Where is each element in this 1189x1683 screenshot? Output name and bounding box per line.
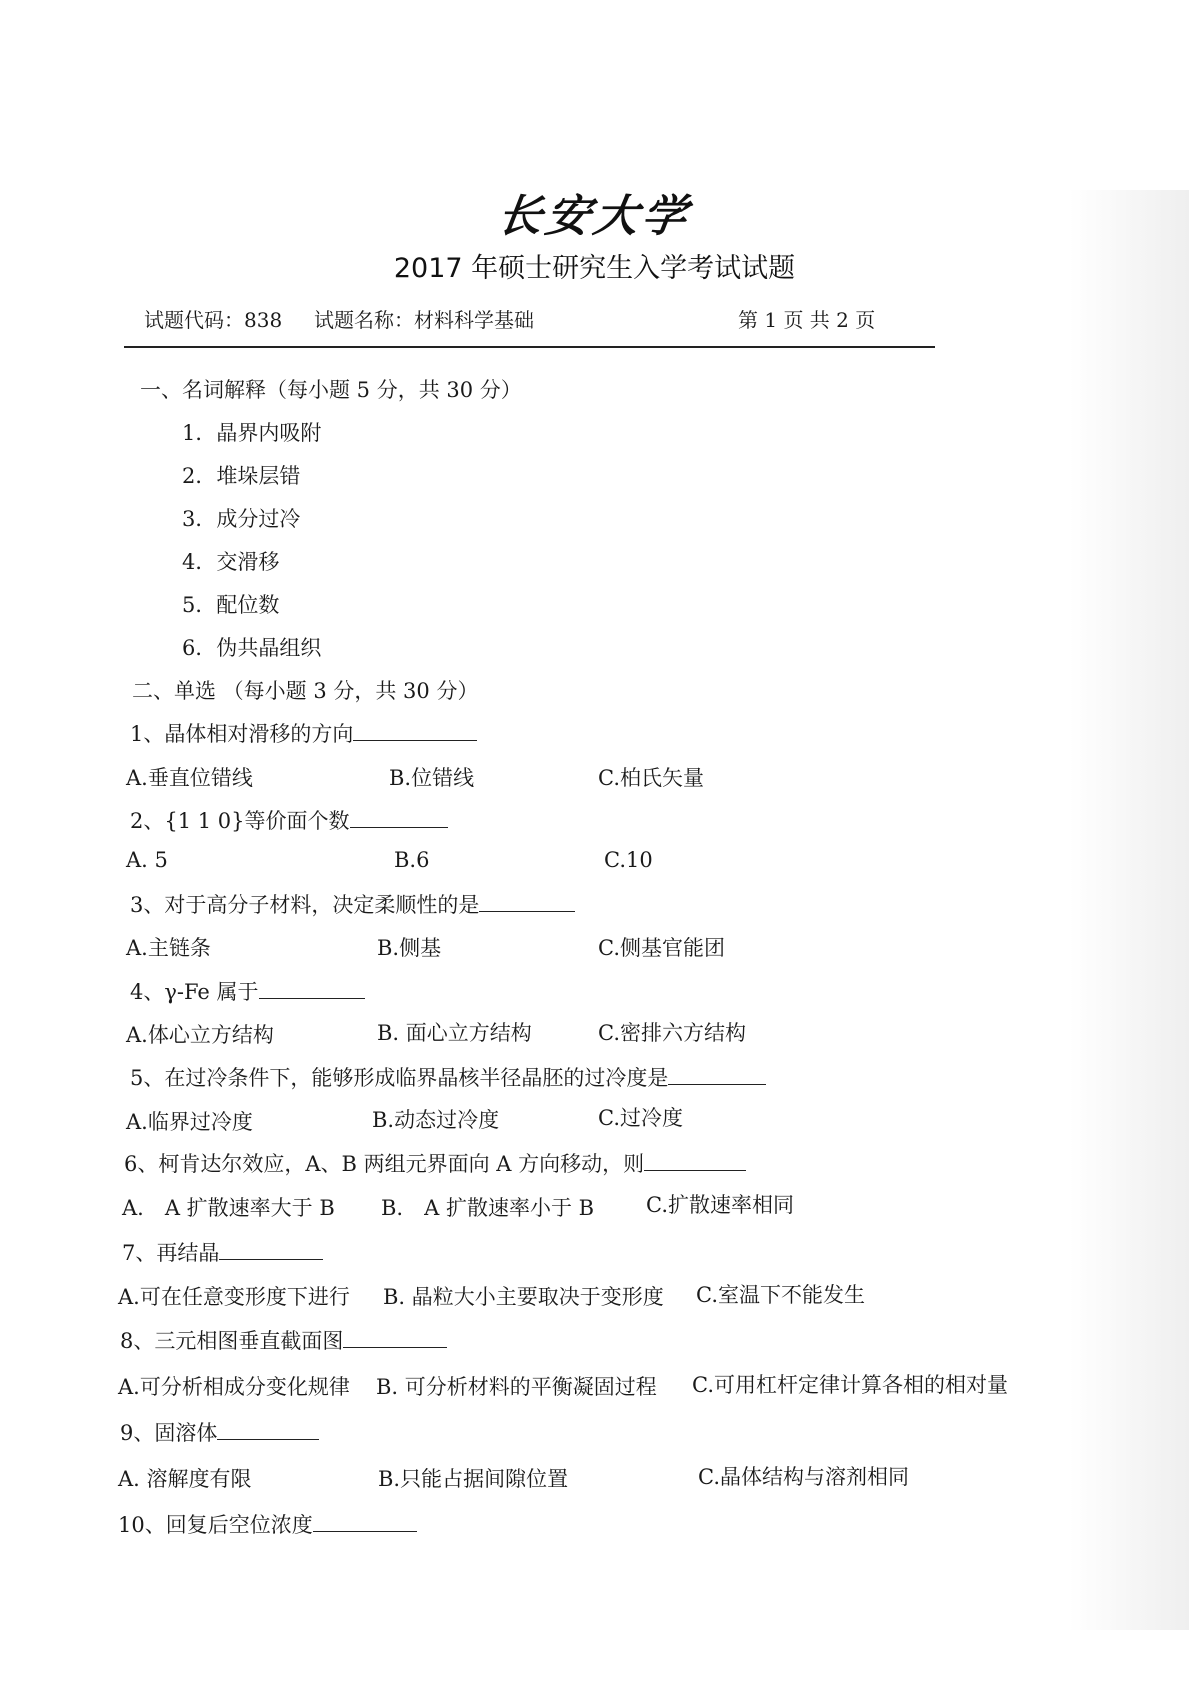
option-a: A. 溶解度有限 [118, 1467, 252, 1491]
option-b: B. 晶粒大小主要取决于变形度 [383, 1285, 664, 1309]
exam-subject: 试题名称：材料科学基础 [314, 308, 534, 332]
option-c: C.室温下不能发生 [696, 1283, 865, 1307]
question-stem: 3、对于高分子材料，决定柔顺性的是 [130, 889, 575, 919]
exam-title: 2017 年硕士研究生入学考试试题 [393, 253, 796, 284]
option-c: C.侧基官能团 [598, 936, 725, 960]
answer-blank [217, 1421, 319, 1440]
option-a: A.主链条 [126, 936, 211, 960]
question-stem: 4、γ-Fe 属于 [130, 976, 365, 1006]
question-stem: 7、再结晶 [122, 1237, 323, 1267]
answer-blank [668, 1066, 766, 1085]
term-item: 1．晶界内吸附 [182, 421, 322, 445]
answer-blank [350, 809, 448, 828]
term-item: 5．配位数 [182, 593, 280, 617]
question-stem: 5、在过冷条件下，能够形成临界晶核半径晶胚的过冷度是 [130, 1062, 766, 1092]
answer-blank [479, 893, 575, 912]
answer-blank [219, 1241, 323, 1260]
exam-code: 试题代码：838 [144, 308, 283, 332]
option-c: C.柏氏矢量 [598, 766, 704, 790]
question-stem: 6、柯肯达尔效应，A、B 两组元界面向 A 方向移动，则 [124, 1148, 746, 1178]
answer-blank [259, 980, 365, 999]
option-b: B. 面心立方结构 [377, 1021, 532, 1045]
answer-blank [644, 1152, 746, 1171]
option-b: B.位错线 [389, 766, 475, 790]
option-a: A. 5 [126, 848, 168, 872]
page-info: 第 1 页 共 2 页 [738, 308, 876, 332]
option-c: C.过冷度 [598, 1106, 683, 1130]
option-c: C.晶体结构与溶剂相同 [698, 1465, 909, 1489]
option-a: A. A 扩散速率大于 B [122, 1196, 335, 1220]
question-stem: 8、三元相图垂直截面图 [120, 1325, 447, 1355]
option-c: C.扩散速率相同 [646, 1193, 794, 1217]
option-b: B.只能占据间隙位置 [378, 1467, 569, 1491]
option-c: C.可用杠杆定律计算各相的相对量 [692, 1373, 1008, 1397]
question-stem: 10、回复后空位浓度 [118, 1509, 417, 1539]
option-b: B. A 扩散速率小于 B [381, 1196, 595, 1220]
answer-blank [343, 1329, 447, 1348]
option-a: A.垂直位错线 [126, 766, 253, 790]
option-c: C.密排六方结构 [598, 1021, 746, 1045]
option-b: B.侧基 [377, 936, 442, 960]
option-b: B.动态过冷度 [372, 1108, 500, 1132]
section1-heading: 一、名词解释（每小题 5 分，共 30 分） [140, 378, 522, 402]
question-stem: 2、{1 1 0}等价面个数 [130, 805, 448, 835]
scan-shadow [1069, 190, 1189, 1630]
question-stem: 9、固溶体 [120, 1417, 319, 1447]
option-a: A.体心立方结构 [126, 1023, 274, 1047]
option-a: A.可在任意变形度下进行 [118, 1285, 350, 1309]
option-b: B.6 [394, 848, 430, 872]
university-logo: 长安大学 [494, 191, 694, 242]
option-b: B. 可分析材料的平衡凝固过程 [376, 1375, 657, 1399]
question-stem: 1、晶体相对滑移的方向 [130, 718, 477, 748]
term-item: 2．堆垛层错 [182, 464, 301, 488]
section2-heading: 二、单选 （每小题 3 分，共 30 分） [132, 679, 479, 703]
option-a: A.可分析相成分变化规律 [118, 1375, 350, 1399]
header-divider [124, 346, 935, 348]
term-item: 6．伪共晶组织 [182, 636, 322, 660]
answer-blank [313, 1513, 417, 1532]
option-c: C.10 [604, 848, 653, 872]
term-item: 4．交滑移 [182, 550, 280, 574]
term-item: 3．成分过冷 [182, 507, 301, 531]
option-a: A.临界过冷度 [126, 1110, 253, 1134]
answer-blank [353, 722, 477, 741]
